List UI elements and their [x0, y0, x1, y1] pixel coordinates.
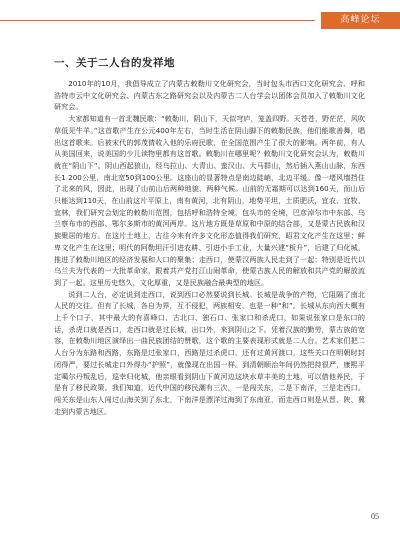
- paragraph-3: 说到二人台，必定说到走西口，说到西口必然要说到长城。长城是战争的产物，它阻隔了南北人民的交往。但有了长城，各自为界，互不侵犯，两族相安，也是一种“和”。长城从东向西大概有上千个口子，其中最大的有喜峰口、古北口、独石口、张家口和杀虎口，如果说张家口是东口的话，杀虎口就是西口，走西口就是过长城，出口外，来到阴山之下。凭着汉族的勤劳，蒙古族的宽容，在敕勒川地区演绎出一曲民族团结的赞歌，这个歌的主要表现形式就是二人台。艺术家们把二人台分为东路和西路，东路是过张家口，西路是过杀虎口，还有过黄河渡口，这些关口在明朝时封闭得严，要过长城走口外得办“护照”，就像现在出国一样。到清朝顺治年间仍然把持很严，康熙平定噶尔丹叛乱后，巡幸归化城，他亲眼看到阴山下黄河边这块水草丰美的土地，可以借他养民，于是有了移民政策。我们知道，近代中国的移民潮有三次，一是闯关东，二是下南洋，三是走西口。闯关东是山东人闯过山海关到了东北，下南洋是漂洋过海到了东南亚，而走西口则是从晋、陕、冀走到内蒙古地区。: [54, 289, 365, 416]
- paragraph-1: 2010年的10月，我倡导成立了内蒙古敕勒川文化研究会，当时包头市西口文化研究会、呼和浩特市云中文化研究会、内蒙古东之路研究会以及内蒙古二人台学会以团体会员加入了敕勒川文化研究会。: [54, 79, 365, 112]
- column-tag: 高峰论坛: [321, 12, 400, 29]
- article-body: [54, 78, 365, 518]
- paragraph-2: 大家都知道有一首北魏民歌：“敕勒川，阴山下，天似穹庐，笼盖四野。天苍苍，野茫茫，风吹草低见牛羊。”这首歌产生在公元400年左右，当时生活在阴山脚下的敕勒民族，他们能歌善舞，唱出这首歌来。后被宋代的郭茂倩收入他的乐府民歌，在全国范围产生了很大的影响。两年前，有人从美国回来，说美国的少儿读物里都有这首歌。敕勒川在哪里呢？敕勒川文化研究会认为，敕勒川就在“阴山下”。阴山西起狼山，经乌拉山、大青山、蛮汉山、大马群山，然后插入燕山山脉，东西长1 200公里，南北宽50到100公里。这座山的显著特点是南边陡峭，北边平缓。像一堵风墙挡住了北来的风，因此，出现了山前山后两种地貌、两种气候。山前的无霜期可以达到160天，而山后只能达到110天，在山前这片平原上，南有黄河，北有阴山，地势平坦，土质肥沃，宜农、宜牧、宜林，我们研究会划定的敕勒川范围，包括呼和浩特全境，包头市的全境，巴彦淖尔市中东部、乌兰察布市的西部、鄂尔多斯市的黄河两岸。这片地方既是草原和中原的结合部，又是蒙古民族和汉族聚居的地方。在这片土地上，古往今来有许多文化形态值得我们研究，昭君文化产生在这里；鲜卑文化产生在这里；明代的阿勒坦汗引进农耕、引进小手工业，大量兴建“板升”，后建了归化城，推进了敕勒川地区的经济发展和人口的聚集；走西口，使蒙汉两族人民走到了一起；特别是近代以乌兰夫为代表的一大批革命家，跟着共产党打江山闹革命，使蒙古族人民的解放和共产党的解放流到了一起。这里历史悠久，文化厚重，又是民族融合最典型的地区。: [54, 114, 365, 287]
- header-bar: [0, 10, 400, 32]
- section-heading: 一、关于二人台的发祥地: [54, 57, 175, 69]
- page-number: 05: [371, 512, 379, 521]
- header-rule: [0, 20, 315, 21]
